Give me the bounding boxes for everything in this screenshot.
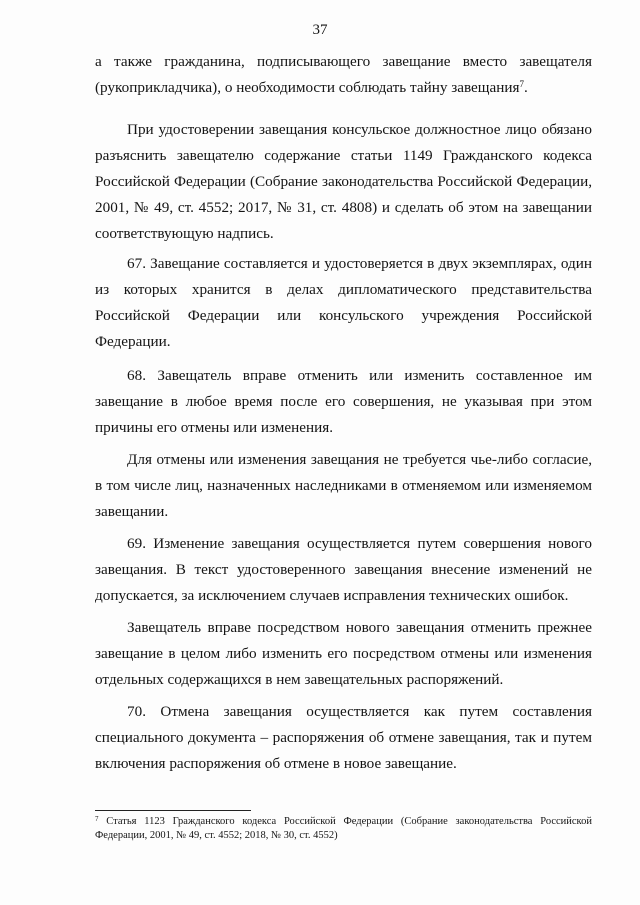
- footnote-reference: 7: [519, 79, 524, 89]
- paragraph: При удостоверении завещания консульское должностное лицо обязано разъяснить завещателю содержание статьи 1149 Гражданского кодекса Российской Федерации (Собрание законодательства Российской Федерации, 2001, № 49, ст. 4552; 2017, № 31, ст. 4808) и сделать об этом на завещании соответствующую надпись.: [95, 121, 592, 242]
- paragraph-text: а также гражданина, подписывающего завещание вместо завещателя (рукоприкладчика), о необходимости соблюдать тайну завещания: [95, 53, 592, 96]
- paragraph-continuation: [95, 49, 592, 101]
- paragraph: Для отмены или изменения завещания не требуется чье-либо согласие, в том числе лиц, назначенных наследниками в отменяемом или изменяемом завещании.: [95, 451, 592, 520]
- footnote: [95, 815, 592, 843]
- paragraph-item-67: 67. Завещание составляется и удостоверяется в двух экземплярах, один из которых хранится в делах дипломатического представительства Российской Федерации или консульского учреждения Российской Федерации.: [95, 255, 592, 350]
- paragraph-item-69: 69. Изменение завещания осуществляется путем совершения нового завещания. В текст удостоверенного завещания внесение изменений не допускается, за исключением случаев исправления технических ошибок.: [95, 535, 592, 604]
- paragraph: Завещатель вправе посредством нового завещания отменить прежнее завещание в целом либо изменить его посредством отмены или изменения отдельных содержащихся в нем завещательных распоряжений.: [95, 619, 592, 688]
- footnote-text: Статья 1123 Гражданского кодекса Российской Федерации (Собрание законодательства Российской Федерации, 2001, № 49, ст. 4552; 2018, № 30, ст. 4552): [95, 816, 592, 841]
- paragraph-item-70: 70. Отмена завещания осуществляется как путем составления специального документа – распоряжения об отмене завещания, так и путем включения распоряжения об отмене в новое завещание.: [95, 703, 592, 772]
- paragraph-item-68: 68. Завещатель вправе отменить или изменить составленное им завещание в любое время после его совершения, не указывая при этом причины его отмены или изменения.: [95, 367, 592, 436]
- footnote-number: 7: [95, 815, 99, 823]
- sentence-end: .: [523, 79, 528, 96]
- page-number: 37: [312, 22, 328, 38]
- footnote-separator: [95, 810, 251, 811]
